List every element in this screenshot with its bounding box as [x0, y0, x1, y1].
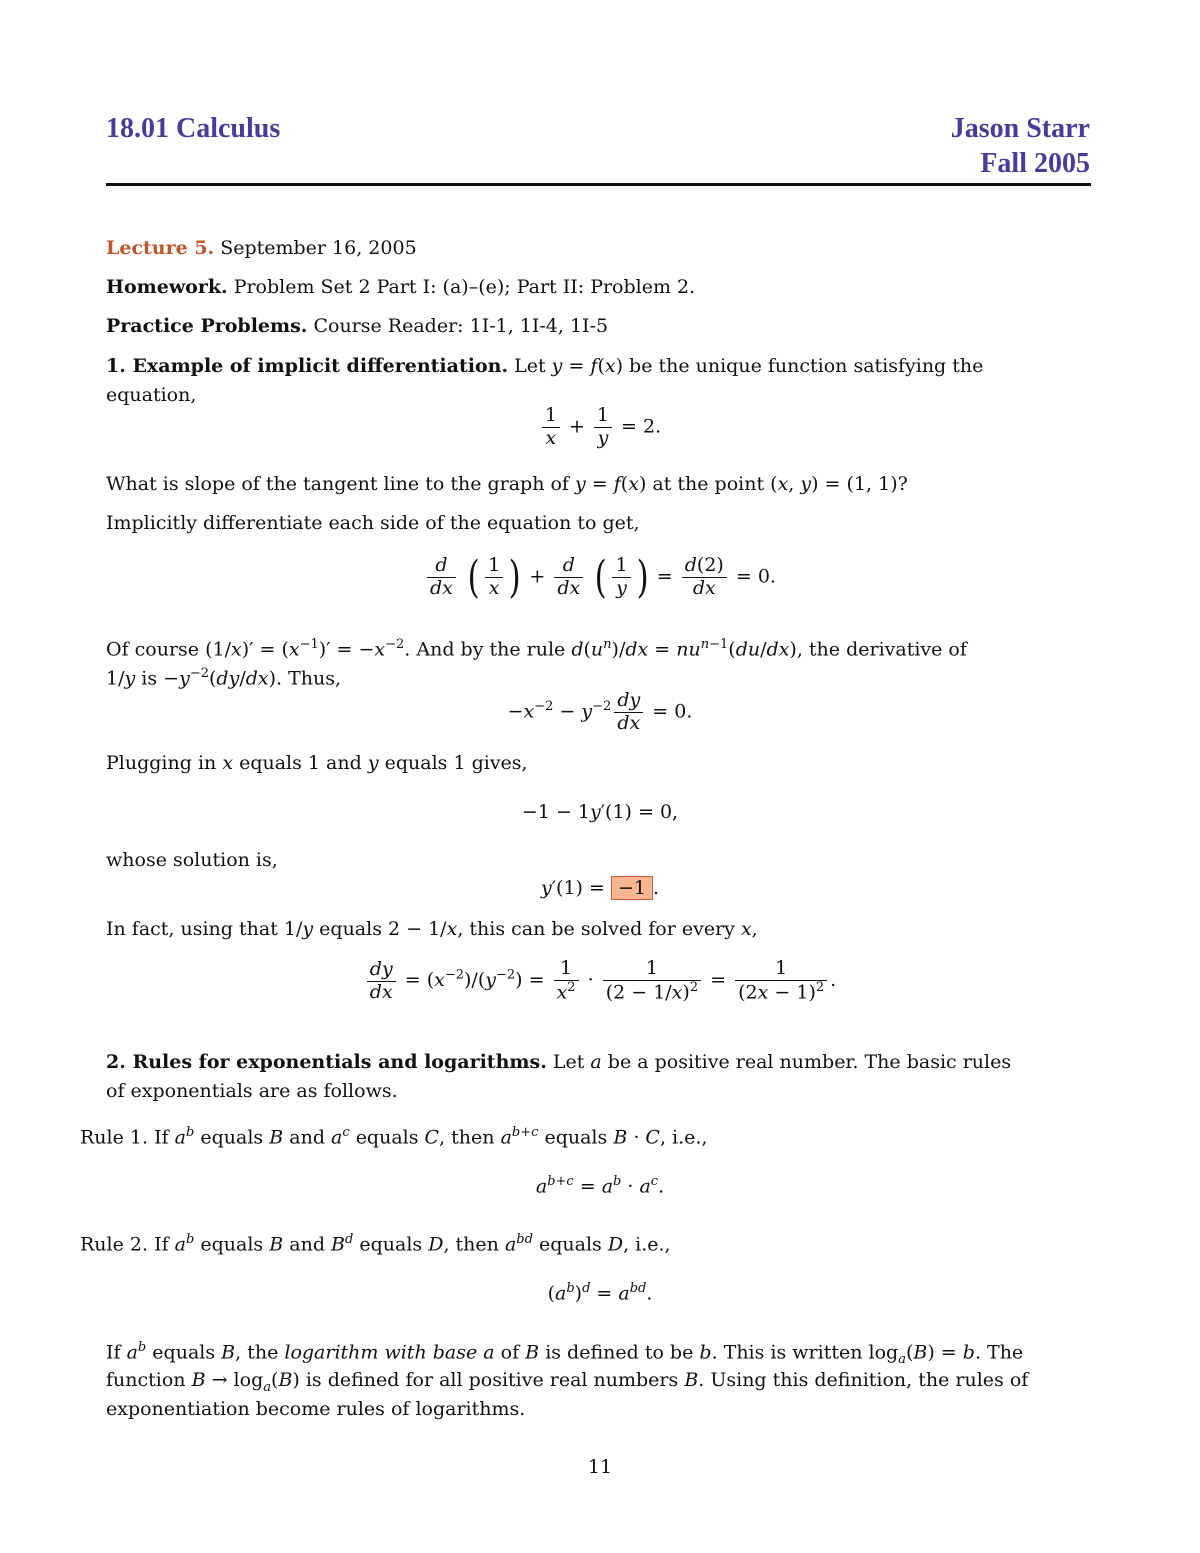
section1-intro-cont: equation, [106, 384, 197, 406]
lecture-line [106, 237, 1091, 259]
answer-highlight: −1 [611, 876, 653, 900]
log-f: . This is written [711, 1341, 863, 1364]
question-line: What is slope of the tangent line to the graph of y = f(x) at the point (x, y) = (1, 1)? [106, 473, 908, 495]
rule2-d: equals [359, 1233, 423, 1256]
rule2-g: , i.e., [623, 1233, 671, 1256]
log-j: . Using this definition, the rules of [698, 1369, 1029, 1391]
page-number: 11 [587, 1456, 613, 1478]
equation-5: y′(1) = −1 . [540, 877, 660, 899]
rule1-e: , then [439, 1126, 495, 1149]
rule2-e: , then [443, 1233, 499, 1256]
section1-intro-b: be the unique function satisfying the [629, 355, 984, 377]
section2-heading: 2. Rules for exponentials and logarithms. [106, 1051, 547, 1073]
section1-intro-a: Let [514, 355, 546, 377]
section2-intro-cont: of exponentials are as follows. [106, 1080, 398, 1102]
rule1-b: equals [200, 1126, 264, 1149]
fact-a: In fact, using that [106, 918, 278, 940]
log-a: If [106, 1341, 121, 1364]
question-b: at the point [652, 473, 765, 495]
lecture-label: Lecture 5. [106, 237, 215, 259]
instructor-name: Jason Starr [950, 113, 1090, 144]
homework-text: Problem Set 2 Part I: (a)–(e); Part II: Problem 2. [233, 276, 696, 298]
fact-b: equals [319, 918, 382, 940]
practice-text: Course Reader: 1I-1, 1I-4, 1I-5 [313, 315, 609, 337]
rule1-f: equals [544, 1126, 608, 1149]
log-c: , the [235, 1341, 279, 1364]
section1-intro: 1. Example of implicit differentiation. Let y = f(x) be the unique function satisfying the [106, 355, 984, 377]
section2-intro: 2. Rules for exponentials and logarithms. Let a be a positive real number. The basic rules [106, 1051, 1012, 1073]
rule1-line: Rule 1. If $a^b$ equals B and $a^c$ equals C, then $a^{b+c}$ equals B · C, i.e., [80, 1125, 708, 1149]
log-h: function [106, 1369, 186, 1391]
practice-label: Practice Problems. [106, 315, 308, 337]
equation-1: $\frac{1}{x}$ + $\frac{1}{y}$ = 2. [0, 405, 1200, 450]
rule2-b: equals [200, 1233, 264, 1256]
equation-7: $a^{b+c} = a^b \cdot a^c$. [535, 1174, 665, 1198]
plug-b: equals 1 and [239, 752, 362, 774]
whose-line: whose solution is, [106, 849, 278, 871]
rule2-c: and [289, 1233, 325, 1256]
rule2-line: Rule 2. If $a^b$ equals B and $B^d$ equals D, then $a^{bd}$ equals D, i.e., [80, 1232, 671, 1256]
ofcourse-d: is [141, 667, 158, 690]
plug-c: equals 1 gives, [384, 752, 528, 774]
ofcourse-line-2: 1/y is $-y^{-2}(dy/dx)$. Thus, [106, 666, 342, 690]
section1-heading: 1. Example of implicit differentiation. [106, 355, 509, 377]
ofcourse-a: Of course [106, 638, 200, 661]
log-line-1: If $a^b$ equals B, the logarithm with base a of B is defined to be b. This is written $\log_a(B) = b$. The [106, 1340, 1024, 1368]
homework-line [106, 276, 1091, 298]
term-label: Fall 2005 [980, 148, 1090, 179]
homework-label: Homework. [106, 276, 228, 298]
question-a: What is slope of the tangent line to the graph of [106, 473, 569, 495]
ofcourse-e: . Thus, [276, 667, 342, 690]
rule2-a: If [154, 1233, 169, 1256]
ofcourse-c: , the derivative of [796, 638, 967, 661]
rule1-c: and [289, 1126, 325, 1149]
equation-3: $-x^{-2} - y^{-2}$ $\frac{dy}{dx}$ = 0. [507, 689, 693, 734]
equation-6: $\frac{dy}{dx}$ = $(x^{-2})/(y^{-2})$ = $\frac{1}{x^2}$ · $\frac{1}{(2 - 1/x)^2}$ = $\frac{1}{(2x - 1)^2}$ . [0, 958, 1200, 1004]
plug-a: Plugging in [106, 752, 217, 774]
ofcourse-b: . And by the rule [404, 638, 566, 661]
section2-intro-b: be a positive real number. The basic rules [607, 1051, 1012, 1073]
log-line-3: exponentiation become rules of logarithms. [106, 1398, 526, 1420]
equation-2: $\frac{d}{dx}$ ( $\frac{1}{x}$ ) + $\frac{d}{dx}$ ( $\frac{1}{y}$ ) = $\frac{d(2)}{dx}$ = 0. [0, 552, 1200, 603]
header-rule [106, 183, 1091, 186]
equation-8: $(a^b)^d = a^{bd}$. [547, 1281, 653, 1305]
ofcourse-line: Of course $(1/x)' = (x^{-1})' = -x^{-2}$. And by the rule $d(u^n)/dx = nu^{n-1}(du/dx)$, the derivative of [106, 637, 967, 661]
log-b: equals [152, 1341, 216, 1364]
fact-c: , this can be solved for every [457, 918, 735, 940]
log-line-2: function $B \to \log_a(B)$ is defined for all positive real numbers B. Using this definition, the rules of [106, 1369, 1029, 1395]
equation-4: −1 − 1y′(1) = 0, [521, 801, 679, 823]
log-d: of [500, 1341, 520, 1364]
lecture-date: September 16, 2005 [220, 237, 417, 259]
practice-line [106, 315, 1091, 337]
fact-line: In fact, using that 1/y equals 2 − 1/x, this can be solved for every x, [106, 918, 758, 940]
rule2-label: Rule 2. [80, 1233, 149, 1256]
rule1-d: equals [355, 1126, 419, 1149]
rule1-a: If [154, 1126, 169, 1149]
log-italic: logarithm with base [284, 1341, 478, 1364]
rule2-f: equals [538, 1233, 602, 1256]
course-title: 18.01 Calculus [106, 113, 281, 144]
rule1-g: , i.e., [659, 1126, 708, 1149]
log-g: . The [974, 1341, 1024, 1364]
rule1-label: Rule 1. [80, 1126, 149, 1149]
log-e: is defined to be [545, 1341, 694, 1364]
plug-line: Plugging in x equals 1 and y equals 1 gives, [106, 752, 528, 774]
implicit-line: Implicitly differentiate each side of the equation to get, [106, 512, 640, 534]
log-i: is defined for all positive real numbers [305, 1369, 679, 1391]
section2-intro-a: Let [552, 1051, 585, 1073]
